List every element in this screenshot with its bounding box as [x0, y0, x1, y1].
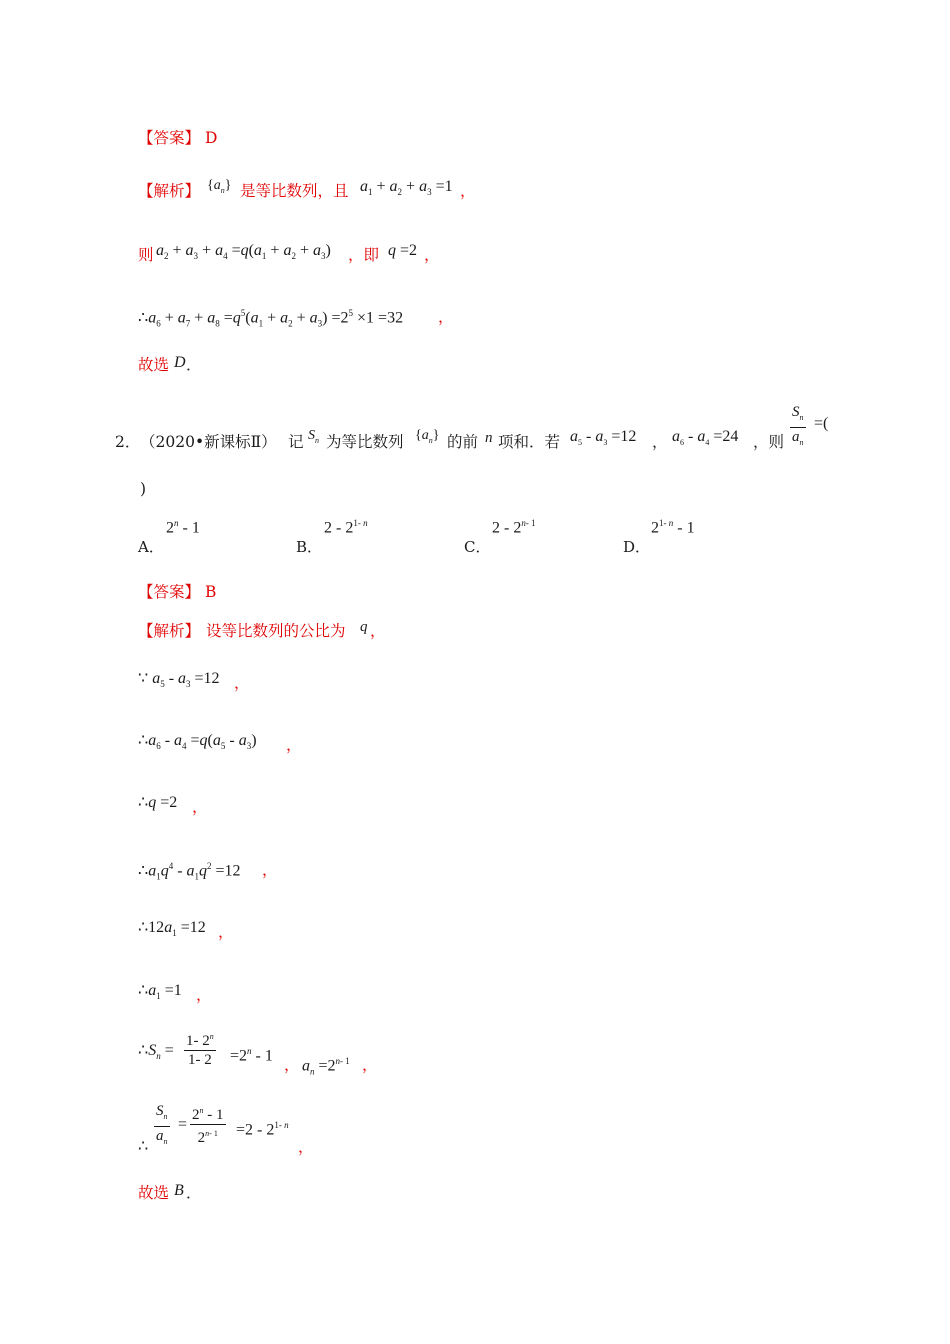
conclusion-value: D — [174, 354, 186, 371]
stem-text-1: 记 — [288, 433, 304, 451]
analysis-label: 【解析】 — [138, 622, 201, 640]
comma: ， — [460, 182, 476, 200]
step-prefix: 则 — [138, 246, 154, 264]
comma: ， — [218, 923, 234, 941]
option-c[interactable] — [464, 518, 536, 557]
period: ． — [186, 1184, 202, 1202]
close-paren: ) — [140, 480, 147, 498]
comma: ， — [196, 986, 212, 1004]
conclusion-prefix: 故选 — [138, 356, 170, 374]
equation-ratio-relation: $a_2 + a_3 + a_4 =q(a_1 + a_2 + a_3)$ — [156, 242, 331, 262]
equation-q-value: q =2 — [388, 242, 418, 259]
step-equation: ∵ $a_5 - a_3 =12$ — [138, 670, 220, 690]
analysis-label: 【解析】 — [138, 182, 201, 200]
fraction-ratio: $\frac{2^n - 1}{2^{n- 1}}$ — [190, 1102, 226, 1147]
option-letter: C． — [464, 538, 491, 556]
answer-value: B — [205, 583, 217, 601]
answer-value: D — [205, 129, 218, 147]
comma: ， — [286, 736, 302, 754]
question-number: 2． — [115, 433, 141, 451]
step-mid: ，即 — [348, 246, 380, 264]
conclusion-prefix: 故选 — [138, 1184, 170, 1202]
comma: ， — [234, 674, 250, 692]
option-expression: 2$^{1- n}$ - 1 — [651, 518, 695, 537]
option-a[interactable] — [138, 518, 200, 557]
symbol-q: q — [360, 619, 368, 635]
step-equation: $\therefore a_1q^4 - a_1q^2 =12$ — [138, 861, 241, 882]
equation-a6-a4: $a_6 - a_4 =24$ — [672, 428, 739, 448]
comma: ， — [192, 798, 208, 816]
option-expression: 2$^n$ - 1 — [166, 518, 200, 537]
fraction-Sn-over-an: $\frac{S_n}{a_n}$ — [156, 1103, 168, 1146]
answer-label: 【答案】 — [138, 583, 201, 601]
comma: ， — [284, 1056, 300, 1074]
stem-text-6: ，则 — [753, 433, 785, 451]
stem-text-3: 的前 — [447, 433, 479, 451]
analysis-text: 是等比数列，且 — [240, 182, 349, 200]
option-expression: 2 - 2$^{1- n}$ — [324, 518, 368, 537]
comma: ， — [298, 1138, 314, 1156]
fraction-Sn-over-an: $\frac{S_n}{a_n}$ — [792, 404, 804, 447]
sequence-an: $\{a_n\}$ — [415, 428, 440, 445]
step-equation: $=2^n - 1$ — [230, 1046, 273, 1065]
fraction-sum-formula: $\frac{1- 2^n}{1- 2}$ — [184, 1028, 216, 1069]
symbol-Sn: $S_n$ — [308, 428, 319, 445]
equation-a5-a3: $a_5 - a_3 =12$ — [570, 428, 637, 448]
step-equation: $a_n =2^{n- 1}$ — [302, 1056, 350, 1077]
stem-equals-paren: =( — [814, 415, 829, 432]
conclusion-value: B — [174, 1182, 184, 1199]
question-source: （2020•新课标Ⅱ） — [140, 433, 277, 451]
stem-text-2: 为等比数列 — [326, 433, 404, 451]
step-equation: $\therefore S_n$ = — [138, 1042, 174, 1062]
analysis-text: 设等比数列的公比为 — [206, 622, 346, 640]
comma: ， — [438, 308, 454, 326]
comma: ， — [424, 246, 440, 264]
equation-result: $\therefore a_6 + a_7 + a_8 =q^5(a_1 + a_2 + a_3) =2^5 \times 1 =32$ — [138, 308, 404, 329]
step-equation: ∴q =2 — [138, 794, 178, 811]
equation-sum-first-three: $a_1 + a_2 + a_3 =1$ — [360, 178, 453, 198]
option-d[interactable] — [623, 518, 695, 557]
symbol-n: n — [485, 430, 493, 446]
answer-label: 【答案】 — [138, 129, 201, 147]
step-equation: =2 - 2$^{1- n}$ — [236, 1120, 289, 1139]
comma: ， — [370, 622, 386, 640]
step-equation: $\therefore 12a_1 =12$ — [138, 919, 206, 939]
option-letter: B． — [296, 538, 323, 556]
period: ． — [186, 356, 202, 374]
step-equation: $\therefore a_6 - a_4 =q(a_5 - a_3)$ — [138, 732, 257, 752]
comma: ， — [262, 861, 278, 879]
stem-text-5: ， — [652, 433, 668, 451]
sequence-an: $\{a_n\}$ — [207, 178, 232, 195]
option-b[interactable] — [296, 518, 368, 557]
therefore-symbol: ∴ — [138, 1138, 149, 1155]
option-expression: 2 - 2$^{n- 1}$ — [492, 518, 536, 537]
step-equation: = — [178, 1116, 188, 1133]
stem-text-4: 项和．若 — [498, 433, 561, 451]
comma: ， — [362, 1056, 378, 1074]
step-equation: $\therefore a_1 =1$ — [138, 982, 182, 1002]
option-letter: A． — [138, 538, 164, 556]
option-letter: D． — [623, 538, 651, 556]
